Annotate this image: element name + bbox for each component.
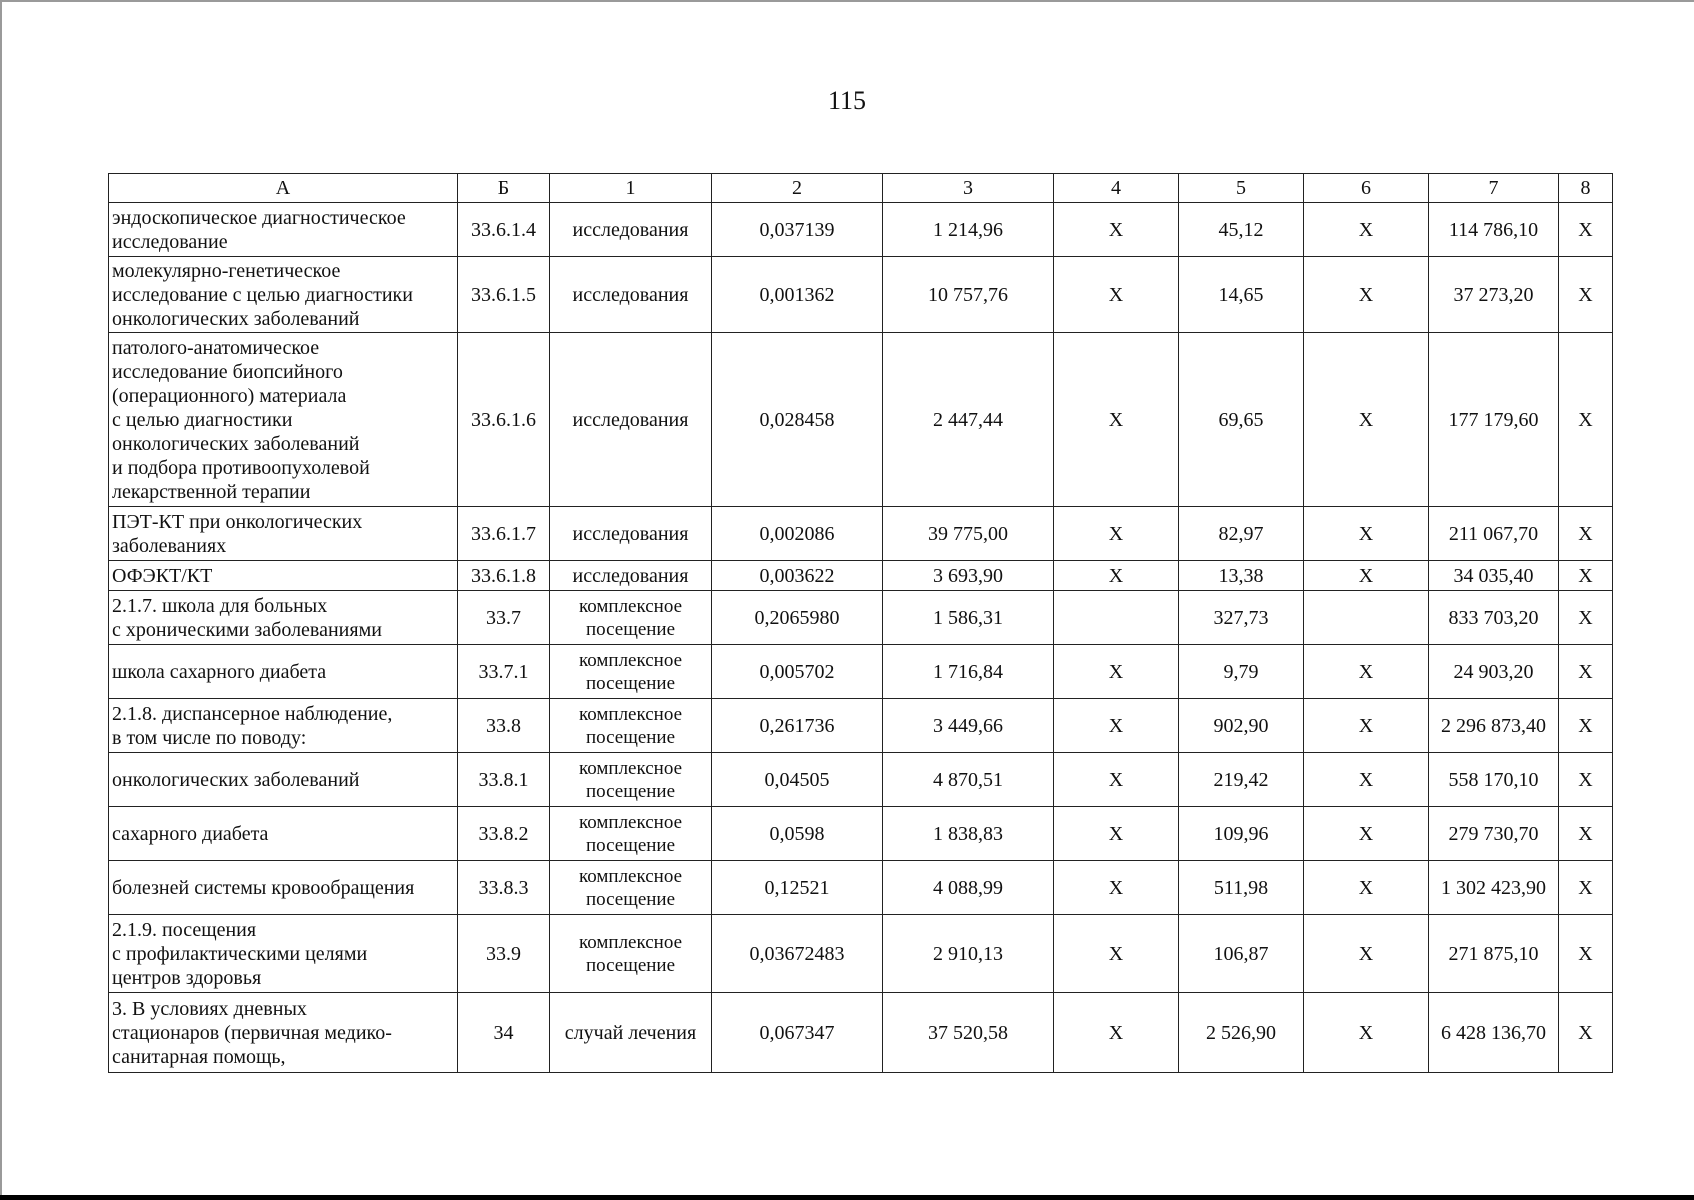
row-value-cell-c3: 39 775,00 — [883, 507, 1054, 561]
row-value-cell-c6: Х — [1304, 507, 1429, 561]
row-value-cell-c8: Х — [1559, 591, 1613, 645]
row-value-cell-c8: Х — [1559, 699, 1613, 753]
table-body — [109, 203, 1613, 1073]
row-value-cell-c3: 3 449,66 — [883, 699, 1054, 753]
row-unit-cell: комплексное посещение — [550, 915, 712, 993]
table-row — [109, 807, 1613, 861]
row-value-cell-c6: Х — [1304, 807, 1429, 861]
row-value-cell-c3: 2 910,13 — [883, 915, 1054, 993]
row-value-cell-c8: Х — [1559, 753, 1613, 807]
row-value-cell-c7: 114 786,10 — [1429, 203, 1559, 257]
row-value-cell-c6: Х — [1304, 753, 1429, 807]
row-code-cell: 33.7.1 — [458, 645, 550, 699]
row-value-cell-c2: 0,028458 — [712, 333, 883, 507]
row-value-cell-c6: Х — [1304, 203, 1429, 257]
row-name-cell: эндоскопическое диагностическое исследование — [109, 203, 458, 257]
row-value-cell-c2: 0,067347 — [712, 993, 883, 1073]
table-row — [109, 591, 1613, 645]
row-value-cell-c7: 2 296 873,40 — [1429, 699, 1559, 753]
row-code-cell: 33.6.1.5 — [458, 257, 550, 333]
data-table — [108, 173, 1613, 1073]
row-value-cell-c4: Х — [1054, 507, 1179, 561]
row-unit-cell: комплексное посещение — [550, 699, 712, 753]
row-value-cell-c4: Х — [1054, 861, 1179, 915]
row-value-cell-c6: Х — [1304, 915, 1429, 993]
row-value-cell-c3: 1 716,84 — [883, 645, 1054, 699]
row-value-cell-c5: 902,90 — [1179, 699, 1304, 753]
row-name-cell: школа сахарного диабета — [109, 645, 458, 699]
row-value-cell-c3: 4 870,51 — [883, 753, 1054, 807]
row-value-cell-c6 — [1304, 591, 1429, 645]
row-value-cell-c6: Х — [1304, 993, 1429, 1073]
bottom-edge-bar — [0, 1195, 1694, 1200]
row-unit-cell: комплексное посещение — [550, 591, 712, 645]
row-value-cell-c7: 37 273,20 — [1429, 257, 1559, 333]
table-row — [109, 915, 1613, 993]
row-code-cell: 33.8.2 — [458, 807, 550, 861]
row-value-cell-c2: 0,005702 — [712, 645, 883, 699]
table-row — [109, 861, 1613, 915]
row-value-cell-c4: Х — [1054, 699, 1179, 753]
table-row — [109, 753, 1613, 807]
row-name-cell: патолого-анатомическое исследование биопсийного (операционного) материала с целью диагностики онкологических заболеваний и подбора противоопухолевой лекарственной терапии — [109, 333, 458, 507]
row-value-cell-c2: 0,03672483 — [712, 915, 883, 993]
row-value-cell-c6: Х — [1304, 257, 1429, 333]
row-value-cell-c4: Х — [1054, 915, 1179, 993]
row-unit-cell: исследования — [550, 333, 712, 507]
row-value-cell-c2: 0,003622 — [712, 561, 883, 591]
table-row — [109, 993, 1613, 1073]
row-value-cell-c8: Х — [1559, 861, 1613, 915]
row-value-cell-c2: 0,0598 — [712, 807, 883, 861]
row-value-cell-c6: Х — [1304, 561, 1429, 591]
header-cell-6: 6 — [1304, 174, 1429, 203]
row-value-cell-c8: Х — [1559, 507, 1613, 561]
row-value-cell-c8: Х — [1559, 203, 1613, 257]
row-value-cell-c5: 327,73 — [1179, 591, 1304, 645]
row-name-cell: онкологических заболеваний — [109, 753, 458, 807]
row-value-cell-c2: 0,2065980 — [712, 591, 883, 645]
row-value-cell-c4 — [1054, 591, 1179, 645]
row-value-cell-c4: Х — [1054, 753, 1179, 807]
header-cell-a: А — [109, 174, 458, 203]
row-value-cell-c5: 511,98 — [1179, 861, 1304, 915]
row-value-cell-c2: 0,037139 — [712, 203, 883, 257]
row-name-cell: молекулярно-генетическое исследование с целью диагностики онкологических заболеваний — [109, 257, 458, 333]
row-value-cell-c3: 2 447,44 — [883, 333, 1054, 507]
row-name-cell: 2.1.7. школа для больных с хроническими заболеваниями — [109, 591, 458, 645]
row-value-cell-c2: 0,12521 — [712, 861, 883, 915]
row-value-cell-c5: 106,87 — [1179, 915, 1304, 993]
row-value-cell-c8: Х — [1559, 333, 1613, 507]
row-value-cell-c5: 82,97 — [1179, 507, 1304, 561]
row-value-cell-c4: Х — [1054, 333, 1179, 507]
row-value-cell-c2: 0,001362 — [712, 257, 883, 333]
row-unit-cell: комплексное посещение — [550, 645, 712, 699]
row-unit-cell: комплексное посещение — [550, 861, 712, 915]
header-cell-8: 8 — [1559, 174, 1613, 203]
row-code-cell: 33.8.1 — [458, 753, 550, 807]
row-code-cell: 33.6.1.7 — [458, 507, 550, 561]
row-value-cell-c5: 14,65 — [1179, 257, 1304, 333]
header-cell-7: 7 — [1429, 174, 1559, 203]
row-name-cell: болезней системы кровообращения — [109, 861, 458, 915]
row-code-cell: 33.9 — [458, 915, 550, 993]
row-value-cell-c4: Х — [1054, 203, 1179, 257]
header-cell-3: 3 — [883, 174, 1054, 203]
row-value-cell-c4: Х — [1054, 993, 1179, 1073]
row-value-cell-c3: 4 088,99 — [883, 861, 1054, 915]
header-cell-b: Б — [458, 174, 550, 203]
row-value-cell-c7: 279 730,70 — [1429, 807, 1559, 861]
header-row — [109, 174, 1613, 203]
row-code-cell: 33.6.1.6 — [458, 333, 550, 507]
page-number: 115 — [827, 86, 867, 115]
row-value-cell-c2: 0,261736 — [712, 699, 883, 753]
row-value-cell-c8: Х — [1559, 645, 1613, 699]
row-value-cell-c7: 1 302 423,90 — [1429, 861, 1559, 915]
table-row — [109, 699, 1613, 753]
row-value-cell-c6: Х — [1304, 333, 1429, 507]
row-value-cell-c5: 9,79 — [1179, 645, 1304, 699]
row-name-cell: ПЭТ-КТ при онкологических заболеваниях — [109, 507, 458, 561]
row-code-cell: 33.7 — [458, 591, 550, 645]
table-row — [109, 333, 1613, 507]
header-cell-1: 1 — [550, 174, 712, 203]
row-value-cell-c8: Х — [1559, 257, 1613, 333]
row-value-cell-c5: 69,65 — [1179, 333, 1304, 507]
row-value-cell-c3: 37 520,58 — [883, 993, 1054, 1073]
row-value-cell-c8: Х — [1559, 807, 1613, 861]
row-unit-cell: исследования — [550, 507, 712, 561]
header-cell-2: 2 — [712, 174, 883, 203]
row-value-cell-c5: 109,96 — [1179, 807, 1304, 861]
table-row — [109, 203, 1613, 257]
row-name-cell: сахарного диабета — [109, 807, 458, 861]
row-code-cell: 33.6.1.8 — [458, 561, 550, 591]
row-value-cell-c3: 10 757,76 — [883, 257, 1054, 333]
row-value-cell-c7: 211 067,70 — [1429, 507, 1559, 561]
table-row — [109, 507, 1613, 561]
row-value-cell-c7: 833 703,20 — [1429, 591, 1559, 645]
row-value-cell-c6: Х — [1304, 861, 1429, 915]
row-value-cell-c4: Х — [1054, 807, 1179, 861]
row-value-cell-c7: 24 903,20 — [1429, 645, 1559, 699]
table-row — [109, 561, 1613, 591]
row-value-cell-c5: 45,12 — [1179, 203, 1304, 257]
row-value-cell-c7: 34 035,40 — [1429, 561, 1559, 591]
row-value-cell-c4: Х — [1054, 645, 1179, 699]
table-row — [109, 257, 1613, 333]
row-value-cell-c6: Х — [1304, 645, 1429, 699]
row-value-cell-c7: 177 179,60 — [1429, 333, 1559, 507]
row-unit-cell: исследования — [550, 257, 712, 333]
row-unit-cell: случай лечения — [550, 993, 712, 1073]
row-value-cell-c3: 1 586,31 — [883, 591, 1054, 645]
header-cell-4: 4 — [1054, 174, 1179, 203]
row-value-cell-c2: 0,002086 — [712, 507, 883, 561]
row-name-cell: 2.1.8. диспансерное наблюдение, в том числе по поводу: — [109, 699, 458, 753]
row-value-cell-c7: 271 875,10 — [1429, 915, 1559, 993]
header-cell-5: 5 — [1179, 174, 1304, 203]
row-value-cell-c3: 1 214,96 — [883, 203, 1054, 257]
row-name-cell: ОФЭКТ/КТ — [109, 561, 458, 591]
row-value-cell-c7: 6 428 136,70 — [1429, 993, 1559, 1073]
row-value-cell-c3: 3 693,90 — [883, 561, 1054, 591]
row-value-cell-c5: 219,42 — [1179, 753, 1304, 807]
row-code-cell: 33.8 — [458, 699, 550, 753]
row-code-cell: 33.6.1.4 — [458, 203, 550, 257]
row-value-cell-c4: Х — [1054, 561, 1179, 591]
row-code-cell: 34 — [458, 993, 550, 1073]
row-value-cell-c5: 13,38 — [1179, 561, 1304, 591]
row-value-cell-c7: 558 170,10 — [1429, 753, 1559, 807]
row-unit-cell: исследования — [550, 561, 712, 591]
row-value-cell-c2: 0,04505 — [712, 753, 883, 807]
row-value-cell-c3: 1 838,83 — [883, 807, 1054, 861]
row-unit-cell: комплексное посещение — [550, 807, 712, 861]
row-unit-cell: комплексное посещение — [550, 753, 712, 807]
row-value-cell-c4: Х — [1054, 257, 1179, 333]
row-name-cell: 3. В условиях дневных стационаров (первичная медико- санитарная помощь, — [109, 993, 458, 1073]
row-name-cell: 2.1.9. посещения с профилактическими целями центров здоровья — [109, 915, 458, 993]
row-value-cell-c6: Х — [1304, 699, 1429, 753]
row-value-cell-c8: Х — [1559, 993, 1613, 1073]
row-value-cell-c8: Х — [1559, 915, 1613, 993]
table-row — [109, 645, 1613, 699]
row-value-cell-c8: Х — [1559, 561, 1613, 591]
row-value-cell-c5: 2 526,90 — [1179, 993, 1304, 1073]
row-code-cell: 33.8.3 — [458, 861, 550, 915]
row-unit-cell: исследования — [550, 203, 712, 257]
